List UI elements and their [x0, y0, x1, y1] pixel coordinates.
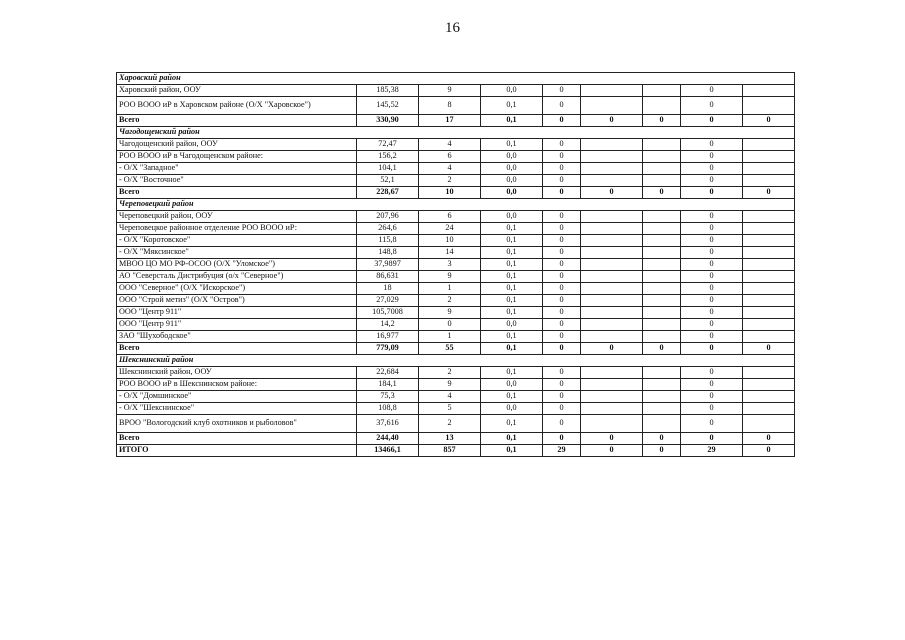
- table-row: [117, 211, 795, 223]
- value-cell: 9: [419, 307, 481, 319]
- value-cell: 29: [543, 445, 581, 457]
- value-cell: [743, 259, 795, 271]
- value-cell: 75,3: [357, 391, 419, 403]
- value-cell: 0: [543, 307, 581, 319]
- value-cell: 0: [681, 391, 743, 403]
- value-cell: [643, 85, 681, 97]
- value-cell: [581, 403, 643, 415]
- value-cell: 228,67: [357, 187, 419, 199]
- table-row: [117, 259, 795, 271]
- table-row: [117, 85, 795, 97]
- value-cell: 0,1: [481, 343, 543, 355]
- value-cell: 0: [543, 283, 581, 295]
- value-cell: 0: [681, 295, 743, 307]
- value-cell: 2: [419, 295, 481, 307]
- value-cell: 13466,1: [357, 445, 419, 457]
- value-cell: 6: [419, 211, 481, 223]
- value-cell: 0: [681, 151, 743, 163]
- row-label-cell: Череповецкий район, ООУ: [117, 211, 357, 223]
- total-row: [117, 115, 795, 127]
- value-cell: 0: [681, 403, 743, 415]
- table-row: [117, 391, 795, 403]
- value-cell: 37,9897: [357, 259, 419, 271]
- value-cell: 330,90: [357, 115, 419, 127]
- value-cell: 0,0: [481, 187, 543, 199]
- value-cell: 0: [681, 187, 743, 199]
- row-label-cell: МВОО ЦО МО РФ-ОСОО (О/Х "Уломское"): [117, 259, 357, 271]
- row-label-cell: ЗАО "Шухободское": [117, 331, 357, 343]
- value-cell: [643, 235, 681, 247]
- value-cell: 18: [357, 283, 419, 295]
- value-cell: [581, 163, 643, 175]
- value-cell: 0,1: [481, 283, 543, 295]
- value-cell: [743, 379, 795, 391]
- value-cell: 0: [543, 163, 581, 175]
- value-cell: [743, 295, 795, 307]
- value-cell: [643, 367, 681, 379]
- value-cell: 72,47: [357, 139, 419, 151]
- value-cell: 0: [643, 187, 681, 199]
- value-cell: 0: [543, 403, 581, 415]
- value-cell: [643, 379, 681, 391]
- value-cell: 0: [643, 115, 681, 127]
- table-row: [117, 247, 795, 259]
- value-cell: 0: [743, 445, 795, 457]
- value-cell: [643, 271, 681, 283]
- value-cell: [581, 391, 643, 403]
- row-label-cell: Всего: [117, 433, 357, 445]
- value-cell: 0: [743, 433, 795, 445]
- value-cell: 0: [681, 307, 743, 319]
- value-cell: [743, 307, 795, 319]
- value-cell: 0,1: [481, 247, 543, 259]
- value-cell: 244,40: [357, 433, 419, 445]
- value-cell: [643, 223, 681, 235]
- value-cell: [581, 235, 643, 247]
- total-row: [117, 433, 795, 445]
- value-cell: [643, 283, 681, 295]
- value-cell: [743, 175, 795, 187]
- table-row: [117, 223, 795, 235]
- value-cell: [643, 151, 681, 163]
- table-row: [117, 271, 795, 283]
- table-row: [117, 139, 795, 151]
- value-cell: 0: [543, 235, 581, 247]
- value-cell: 0: [543, 223, 581, 235]
- row-label-cell: Всего: [117, 343, 357, 355]
- value-cell: 3: [419, 259, 481, 271]
- value-cell: 0: [543, 271, 581, 283]
- value-cell: 0: [543, 211, 581, 223]
- section-title: Шекснинский район: [117, 355, 795, 367]
- value-cell: [581, 331, 643, 343]
- value-cell: 0,0: [481, 319, 543, 331]
- value-cell: 0: [681, 85, 743, 97]
- value-cell: [643, 403, 681, 415]
- value-cell: [743, 331, 795, 343]
- value-cell: [581, 259, 643, 271]
- value-cell: [581, 211, 643, 223]
- value-cell: [643, 391, 681, 403]
- value-cell: 0: [681, 283, 743, 295]
- value-cell: 0: [543, 115, 581, 127]
- value-cell: 0,1: [481, 259, 543, 271]
- value-cell: [581, 223, 643, 235]
- value-cell: 24: [419, 223, 481, 235]
- value-cell: 0: [643, 343, 681, 355]
- value-cell: [643, 331, 681, 343]
- grand-total-row: [117, 445, 795, 457]
- value-cell: 108,8: [357, 403, 419, 415]
- value-cell: [743, 247, 795, 259]
- value-cell: 0: [743, 115, 795, 127]
- value-cell: 0,1: [481, 295, 543, 307]
- value-cell: 104,1: [357, 163, 419, 175]
- value-cell: 0: [643, 433, 681, 445]
- value-cell: [743, 319, 795, 331]
- value-cell: 0: [543, 319, 581, 331]
- value-cell: 145,52: [357, 97, 419, 115]
- value-cell: 0: [543, 391, 581, 403]
- value-cell: 0: [681, 319, 743, 331]
- value-cell: 0,1: [481, 139, 543, 151]
- value-cell: 0,1: [481, 331, 543, 343]
- value-cell: 6: [419, 151, 481, 163]
- value-cell: 0: [581, 343, 643, 355]
- row-label-cell: ООО "Центр 911": [117, 319, 357, 331]
- value-cell: [743, 283, 795, 295]
- value-cell: [743, 211, 795, 223]
- value-cell: [581, 271, 643, 283]
- value-cell: 0,1: [481, 115, 543, 127]
- section-header-row: [117, 199, 795, 211]
- value-cell: 14: [419, 247, 481, 259]
- value-cell: 0,1: [481, 235, 543, 247]
- value-cell: 0,1: [481, 415, 543, 433]
- value-cell: 0: [743, 343, 795, 355]
- value-cell: 0: [543, 139, 581, 151]
- value-cell: 9: [419, 85, 481, 97]
- value-cell: [581, 379, 643, 391]
- value-cell: [743, 235, 795, 247]
- page-number: 16: [445, 20, 460, 36]
- value-cell: [643, 307, 681, 319]
- table-row: [117, 283, 795, 295]
- table-row: [117, 367, 795, 379]
- value-cell: 0: [543, 175, 581, 187]
- value-cell: [581, 151, 643, 163]
- value-cell: [581, 139, 643, 151]
- section-header-row: [117, 355, 795, 367]
- value-cell: 0,1: [481, 307, 543, 319]
- value-cell: 207,96: [357, 211, 419, 223]
- table-row: [117, 403, 795, 415]
- row-label-cell: Череповецкое районное отделение РОО ВООО иР:: [117, 223, 357, 235]
- value-cell: 0: [681, 139, 743, 151]
- row-label-cell: Харовский район, ООУ: [117, 85, 357, 97]
- value-cell: 0,1: [481, 433, 543, 445]
- value-cell: [643, 295, 681, 307]
- value-cell: 0: [543, 343, 581, 355]
- value-cell: 0: [543, 85, 581, 97]
- row-label-cell: - О/Х "Западное": [117, 163, 357, 175]
- value-cell: 0: [681, 175, 743, 187]
- table-body: [117, 73, 795, 457]
- row-label-cell: Всего: [117, 115, 357, 127]
- value-cell: 0: [543, 187, 581, 199]
- value-cell: 185,38: [357, 85, 419, 97]
- value-cell: 779,09: [357, 343, 419, 355]
- value-cell: 0: [543, 415, 581, 433]
- value-cell: 0,1: [481, 367, 543, 379]
- value-cell: 0: [543, 331, 581, 343]
- row-label-cell: - О/Х "Шекснинское": [117, 403, 357, 415]
- value-cell: 0,0: [481, 379, 543, 391]
- value-cell: 4: [419, 163, 481, 175]
- section-title: Харовский район: [117, 73, 795, 85]
- value-cell: 0: [581, 433, 643, 445]
- value-cell: 2: [419, 175, 481, 187]
- value-cell: 0: [643, 445, 681, 457]
- value-cell: [581, 319, 643, 331]
- value-cell: 0: [581, 445, 643, 457]
- value-cell: 16,977: [357, 331, 419, 343]
- table-row: [117, 307, 795, 319]
- value-cell: [643, 139, 681, 151]
- value-cell: 0,0: [481, 175, 543, 187]
- value-cell: 0,1: [481, 391, 543, 403]
- section-header-row: [117, 127, 795, 139]
- row-label-cell: ВРОО "Вологодский клуб охотников и рыболовов": [117, 415, 357, 433]
- value-cell: [643, 247, 681, 259]
- value-cell: [743, 271, 795, 283]
- value-cell: 0: [419, 319, 481, 331]
- value-cell: [581, 307, 643, 319]
- value-cell: 0: [681, 415, 743, 433]
- value-cell: 5: [419, 403, 481, 415]
- value-cell: [643, 97, 681, 115]
- table-row: [117, 97, 795, 115]
- value-cell: 184,1: [357, 379, 419, 391]
- value-cell: 1: [419, 283, 481, 295]
- table-row: [117, 235, 795, 247]
- row-label-cell: - О/Х "Коротовское": [117, 235, 357, 247]
- value-cell: 0: [681, 211, 743, 223]
- value-cell: [643, 211, 681, 223]
- value-cell: 0: [681, 343, 743, 355]
- value-cell: 0,1: [481, 97, 543, 115]
- value-cell: 0: [543, 151, 581, 163]
- row-label-cell: ООО "Центр 911": [117, 307, 357, 319]
- value-cell: [743, 223, 795, 235]
- value-cell: 22,684: [357, 367, 419, 379]
- value-cell: 0,0: [481, 403, 543, 415]
- value-cell: 37,616: [357, 415, 419, 433]
- value-cell: 0: [581, 187, 643, 199]
- value-cell: 55: [419, 343, 481, 355]
- value-cell: [581, 283, 643, 295]
- value-cell: 857: [419, 445, 481, 457]
- value-cell: 0: [543, 97, 581, 115]
- total-row: [117, 187, 795, 199]
- value-cell: 115,8: [357, 235, 419, 247]
- value-cell: 148,8: [357, 247, 419, 259]
- value-cell: [581, 415, 643, 433]
- value-cell: 0,0: [481, 151, 543, 163]
- value-cell: 17: [419, 115, 481, 127]
- value-cell: [581, 175, 643, 187]
- value-cell: 10: [419, 187, 481, 199]
- table-row: [117, 319, 795, 331]
- value-cell: 0: [543, 379, 581, 391]
- value-cell: 8: [419, 97, 481, 115]
- value-cell: 264,6: [357, 223, 419, 235]
- value-cell: [581, 295, 643, 307]
- value-cell: 0,1: [481, 223, 543, 235]
- value-cell: 0: [681, 331, 743, 343]
- value-cell: 27,029: [357, 295, 419, 307]
- value-cell: [581, 85, 643, 97]
- table-row: [117, 163, 795, 175]
- table-row: [117, 295, 795, 307]
- value-cell: 0: [681, 115, 743, 127]
- row-label-cell: ООО "Строй метиз" (О/Х "Остров"): [117, 295, 357, 307]
- value-cell: 0: [581, 115, 643, 127]
- value-cell: [743, 151, 795, 163]
- value-cell: [643, 415, 681, 433]
- value-cell: 0: [543, 433, 581, 445]
- section-title: Чагодощенский район: [117, 127, 795, 139]
- value-cell: 2: [419, 367, 481, 379]
- value-cell: [743, 139, 795, 151]
- value-cell: 13: [419, 433, 481, 445]
- value-cell: 14,2: [357, 319, 419, 331]
- value-cell: 0,0: [481, 163, 543, 175]
- row-label-cell: - О/Х "Мяксинское": [117, 247, 357, 259]
- value-cell: 0: [681, 379, 743, 391]
- value-cell: 105,7008: [357, 307, 419, 319]
- value-cell: 0: [681, 223, 743, 235]
- value-cell: 0,1: [481, 271, 543, 283]
- value-cell: [643, 259, 681, 271]
- table-row: [117, 151, 795, 163]
- value-cell: 0: [543, 295, 581, 307]
- value-cell: [581, 97, 643, 115]
- value-cell: 2: [419, 415, 481, 433]
- value-cell: [743, 97, 795, 115]
- row-label-cell: Чагодощенский район, ООУ: [117, 139, 357, 151]
- row-label-cell: Всего: [117, 187, 357, 199]
- table-row: [117, 175, 795, 187]
- value-cell: [743, 403, 795, 415]
- value-cell: 0: [681, 97, 743, 115]
- value-cell: [743, 391, 795, 403]
- total-row: [117, 343, 795, 355]
- value-cell: 10: [419, 235, 481, 247]
- value-cell: [643, 175, 681, 187]
- value-cell: 29: [681, 445, 743, 457]
- value-cell: [643, 163, 681, 175]
- value-cell: 0,0: [481, 85, 543, 97]
- row-label-cell: РОО ВООО иР в Шекснинском районе:: [117, 379, 357, 391]
- value-cell: [581, 367, 643, 379]
- value-cell: 0: [681, 433, 743, 445]
- value-cell: [643, 319, 681, 331]
- value-cell: 1: [419, 331, 481, 343]
- section-header-row: [117, 73, 795, 85]
- value-cell: 4: [419, 139, 481, 151]
- hunting-grounds-table: [116, 72, 795, 457]
- row-label-cell: АО "Северсталь Дистрибуция (о/х "Северное"): [117, 271, 357, 283]
- value-cell: 0: [681, 259, 743, 271]
- value-cell: 0: [743, 187, 795, 199]
- value-cell: [581, 247, 643, 259]
- value-cell: [743, 163, 795, 175]
- value-cell: 0: [543, 367, 581, 379]
- table-row: [117, 415, 795, 433]
- section-title: Череповецкий район: [117, 199, 795, 211]
- row-label-cell: Шекснинский район, ООУ: [117, 367, 357, 379]
- row-label-cell: - О/Х "Домшинское": [117, 391, 357, 403]
- value-cell: [743, 85, 795, 97]
- value-cell: 0: [681, 247, 743, 259]
- value-cell: 4: [419, 391, 481, 403]
- value-cell: 0: [681, 271, 743, 283]
- value-cell: 0,1: [481, 445, 543, 457]
- row-label-cell: - О/Х "Восточное": [117, 175, 357, 187]
- table-row: [117, 331, 795, 343]
- value-cell: 0: [543, 247, 581, 259]
- value-cell: 86,631: [357, 271, 419, 283]
- row-label-cell: ИТОГО: [117, 445, 357, 457]
- table-row: [117, 379, 795, 391]
- value-cell: 0,0: [481, 211, 543, 223]
- value-cell: 9: [419, 379, 481, 391]
- value-cell: 0: [681, 163, 743, 175]
- value-cell: 0: [681, 367, 743, 379]
- value-cell: 0: [681, 235, 743, 247]
- value-cell: [743, 415, 795, 433]
- value-cell: 0: [543, 259, 581, 271]
- value-cell: 52,1: [357, 175, 419, 187]
- row-label-cell: ООО "Северное" (О/Х "Искорское"): [117, 283, 357, 295]
- value-cell: 9: [419, 271, 481, 283]
- row-label-cell: РОО ВООО иР в Харовском районе (О/Х "Харовское"): [117, 97, 357, 115]
- row-label-cell: РОО ВООО иР в Чагодощенском районе:: [117, 151, 357, 163]
- value-cell: [743, 367, 795, 379]
- value-cell: 156,2: [357, 151, 419, 163]
